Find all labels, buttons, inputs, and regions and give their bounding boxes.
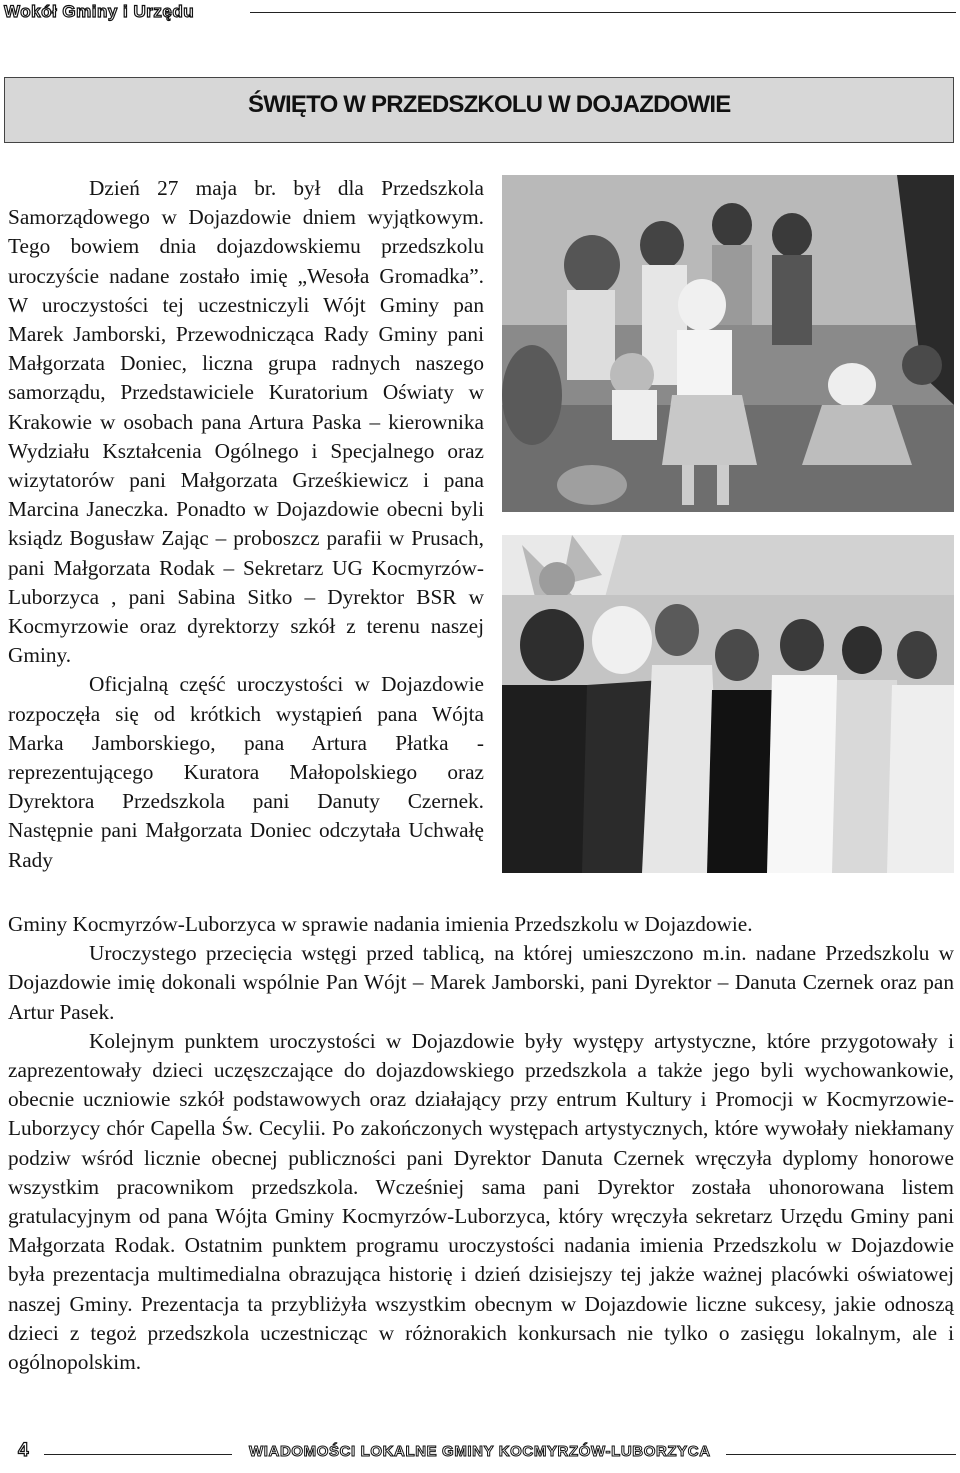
- paragraph: Gminy Kocmyrzów-Luborzyca w sprawie nadania imienia Przedszkolu w Dojazdowie.: [8, 912, 753, 936]
- paragraph: Kolejnym punktem uroczystości w Dojazdowie były występy artystyczne, które przygotowały i zaprezentowały dzieci uczęszczające do dojazdowskiego przedszkola a także jego byli wychowankowie, obecnie uczniowie szkół podstawowych oraz działający przy entrum Kultury i Promocji w Kocmyrzowie-Luborzycy chór Capella Św. Cecylii. Po zakończonych występach artystycznych, które wywołały niekłamany podziw wśród licznie obecnej publiczności pani Dyrektor Danuta Czernek wręczyła dyplomy honorowe wszystkim pracownikom przedszkola. Wcześniej sama pani Dyrektor została uhonorowana listem gratulacyjnym od pana Wójta Gminy Kocmyrzów-Luborzyca, który wręczyła sekretarz Urzędu Gminy pani Małgorzata Rodak. Ostatnim punktem programu uroczystości nadania imienia Przedszkolu w Dojazdowie była prezentacja multimedialna obrazująca historię i dzień dzisiejszy tej jakże ważnej placówki oświatowej naszej Gminy. Prezentacja ta przybliżyła wszystkim obecnym w Dojazdowie liczne sukcesy, jakie odnoszą dzieci z tegoż przedszkola uczestnicząc w różnorakich konkursach nie tylko o zasięgu lokalnym, ale i ogólnopolskim.: [8, 1028, 954, 1375]
- paragraph: Dzień 27 maja br. był dla Przedszkola Samorządowego w Dojazdowie dniem wyjątkowym. Tego bowiem dnia dojazdowskiemu przedszkolu uroczyście nadane zostało imię „Wesoła Gromadka”. W uroczystości tej uczestniczyli Wójt Gminy pan Marek Jamborski, Przewodnicząca Rady Gminy pani Małgorzata Doniec, liczna grupa radnych naszego samorządu, Przedstawiciele Kuratorium Oświaty w Krakowie w osobach pana Artura Paska – kierownika Wydziału Kształcenia Ogólnego i Specjalnego oraz wizytatorów pani Małgorzata Grześkiewicz i pana Marcina Janeczka. Ponadto w Dojazdowie obecni byli ksiądz Bogusław Zając – proboszcz parafii w Prusach, pani Małgorzata Rodak – Sekretarz UG Kocmyrzów-Luborzyca , pani Sabina Sitko – Dyrektor BSR w Kocmyrzowie oraz dyrektorzy szkół z terenu naszej Gminy.: [8, 176, 484, 668]
- publication-name: WIADOMOŚCI LOKALNE GMINY KOCMYRZÓW-LUBORZYCA: [249, 1443, 711, 1460]
- section-label: Wokół Gminy i Urzędu: [4, 2, 195, 21]
- column-text: [8, 174, 484, 875]
- running-header: [4, 2, 956, 24]
- page-number: 4: [18, 1440, 29, 1461]
- paragraph: Oficjalną część uroczystości w Dojazdowie rozpoczęła się od krótkich wystąpień pana Wójta Marka Jamborskiego, pana Artura Płatka -reprezentującego Kuratora Małopolskiego oraz Dyrektora Przedszkola pani Danuty Czernek. Następnie pani Małgorzata Doniec odczytała Uchwałę Rady: [8, 672, 484, 872]
- article-title: ŚWIĘTO W PRZEDSZKOLU W DOJAZDOWIE: [248, 91, 731, 118]
- full-width-text: [8, 910, 954, 1377]
- footer-rule-right: [726, 1454, 956, 1455]
- footer-rule-left: [44, 1454, 232, 1455]
- photo-women-standing: [502, 535, 954, 873]
- title-banner: [4, 77, 954, 143]
- page-footer: [4, 1440, 956, 1470]
- photo-children-dancing: [502, 175, 954, 512]
- header-rule: [250, 12, 956, 13]
- paragraph: Uroczystego przecięcia wstęgi przed tablicą, na której umieszczono m.in. nadane Przedszkolu w Dojazdowie imię dokonali wspólnie Pan Wójt – Marek Jamborski, pani Dyrektor – Danuta Czernek oraz pan Artur Pasek.: [8, 941, 954, 1024]
